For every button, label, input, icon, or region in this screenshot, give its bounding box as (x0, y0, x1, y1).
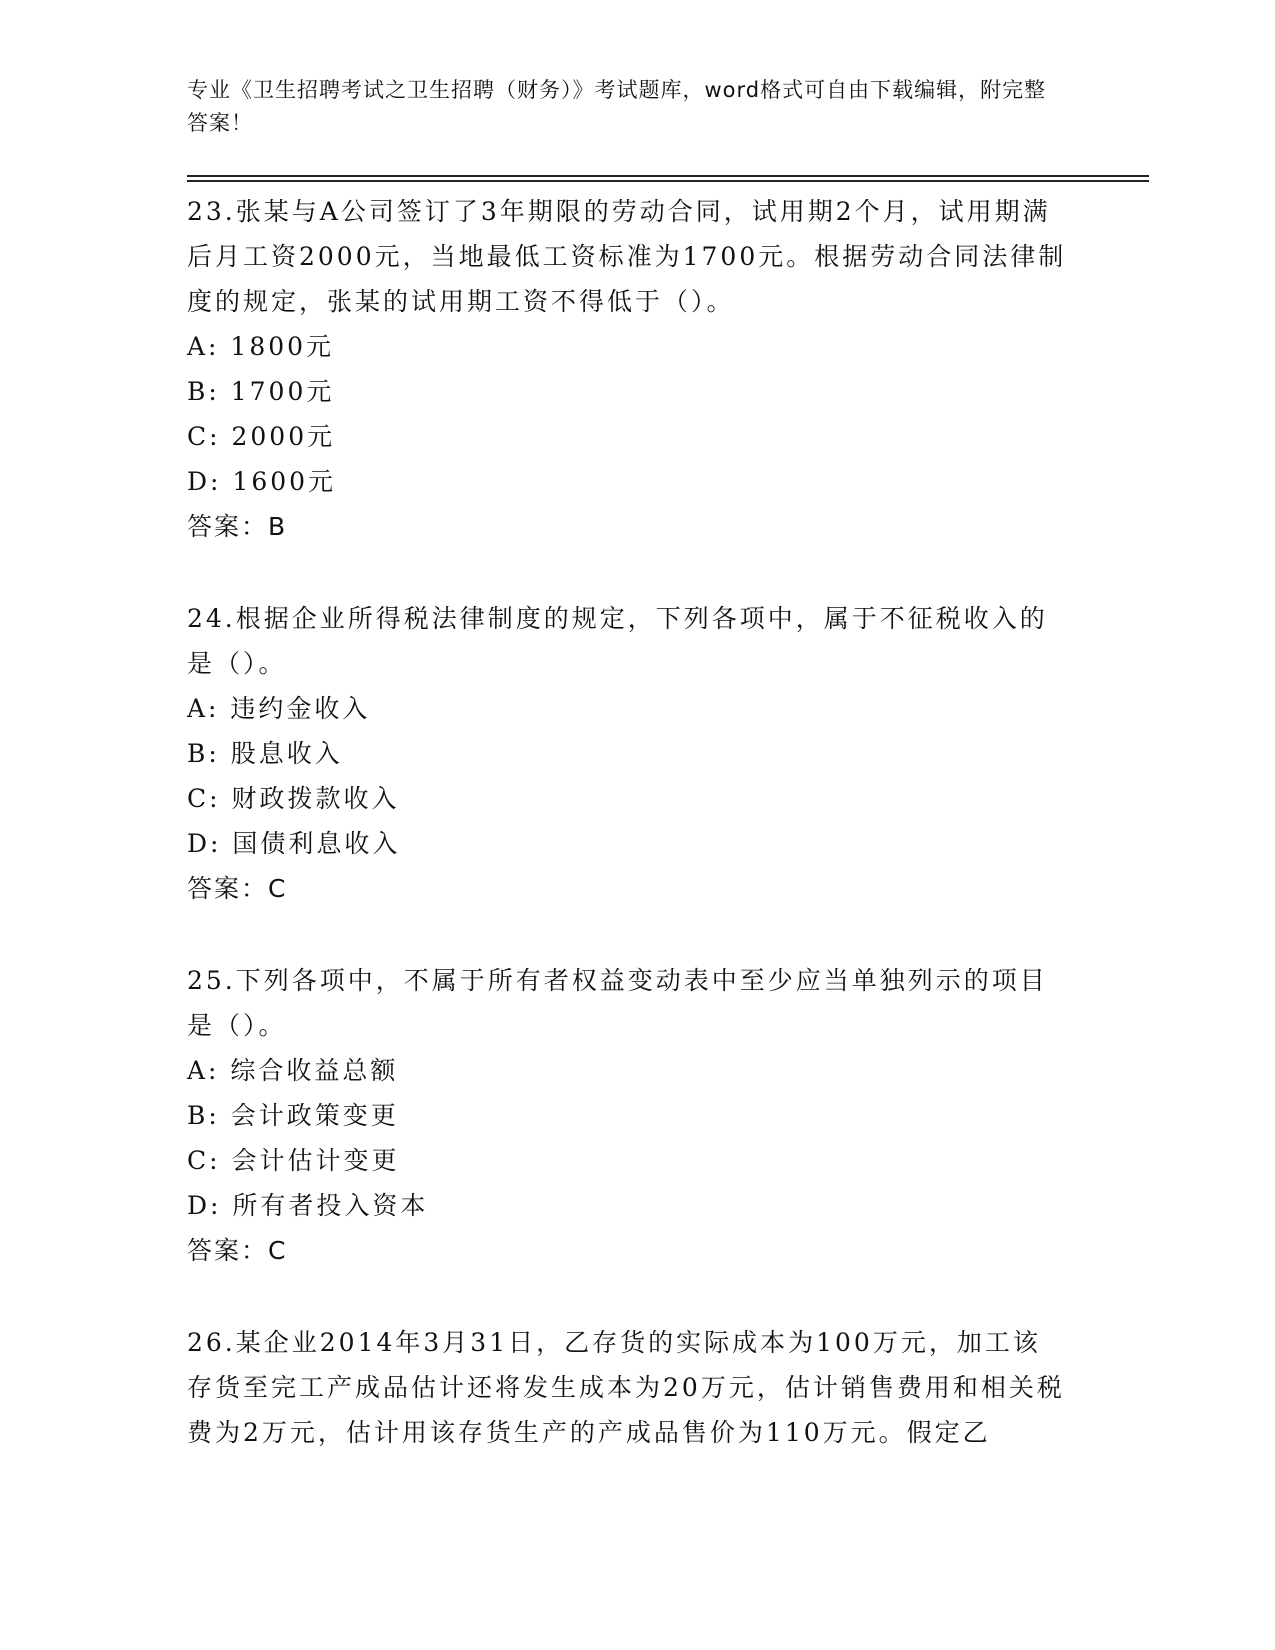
question-stem: 24.根据企业所得税法律制度的规定，下列各项中，属于不征税收入的是（）。 (187, 604, 1048, 678)
question-stem: 26.某企业2014年3月31日，乙存货的实际成本为100万元，加工该存货至完工产成品估计还将发生成本为20万元，估计销售费用和相关税费为2万元，估计用该存货生产的产成品售价为110万元。假定乙 (187, 1328, 1065, 1447)
option-c: C: 会计估计变更 (187, 1146, 400, 1175)
header-divider-top (187, 175, 1149, 177)
question-stem: 23.张某与A公司签订了3年期限的劳动合同，试用期2个月，试用期满后月工资2000元，当地最低工资标准为1700元。根据劳动合同法律制度的规定，张某的试用期工资不得低于（）。 (187, 197, 1067, 316)
option-b: B: 股息收入 (187, 739, 343, 768)
question-23 (187, 189, 1067, 549)
question-stem: 25.下列各项中，不属于所有者权益变动表中至少应当单独列示的项目是（）。 (187, 966, 1048, 1040)
question-25 (187, 958, 1067, 1273)
answer-line: 答案：C (187, 1236, 288, 1265)
document-header: 专业《卫生招聘考试之卫生招聘（财务）》考试题库，word格式可自由下载编辑，附完整答案！ (187, 78, 1047, 135)
option-d: D: 国债利息收入 (187, 829, 401, 858)
option-a: A: 1800元 (187, 332, 335, 361)
answer-line: 答案：C (187, 874, 288, 903)
option-d: D: 所有者投入资本 (187, 1191, 429, 1220)
question-26 (187, 1320, 1067, 1455)
header-divider-bottom (187, 180, 1149, 182)
option-b: B: 1700元 (187, 377, 335, 406)
option-a: A: 违约金收入 (187, 694, 371, 723)
option-c: C: 财政拨款收入 (187, 784, 400, 813)
option-a: A: 综合收益总额 (187, 1056, 399, 1085)
option-d: D: 1600元 (187, 467, 337, 496)
question-24 (187, 596, 1067, 911)
option-b: B: 会计政策变更 (187, 1101, 399, 1130)
answer-line: 答案：B (187, 512, 288, 541)
option-c: C: 2000元 (187, 422, 336, 451)
